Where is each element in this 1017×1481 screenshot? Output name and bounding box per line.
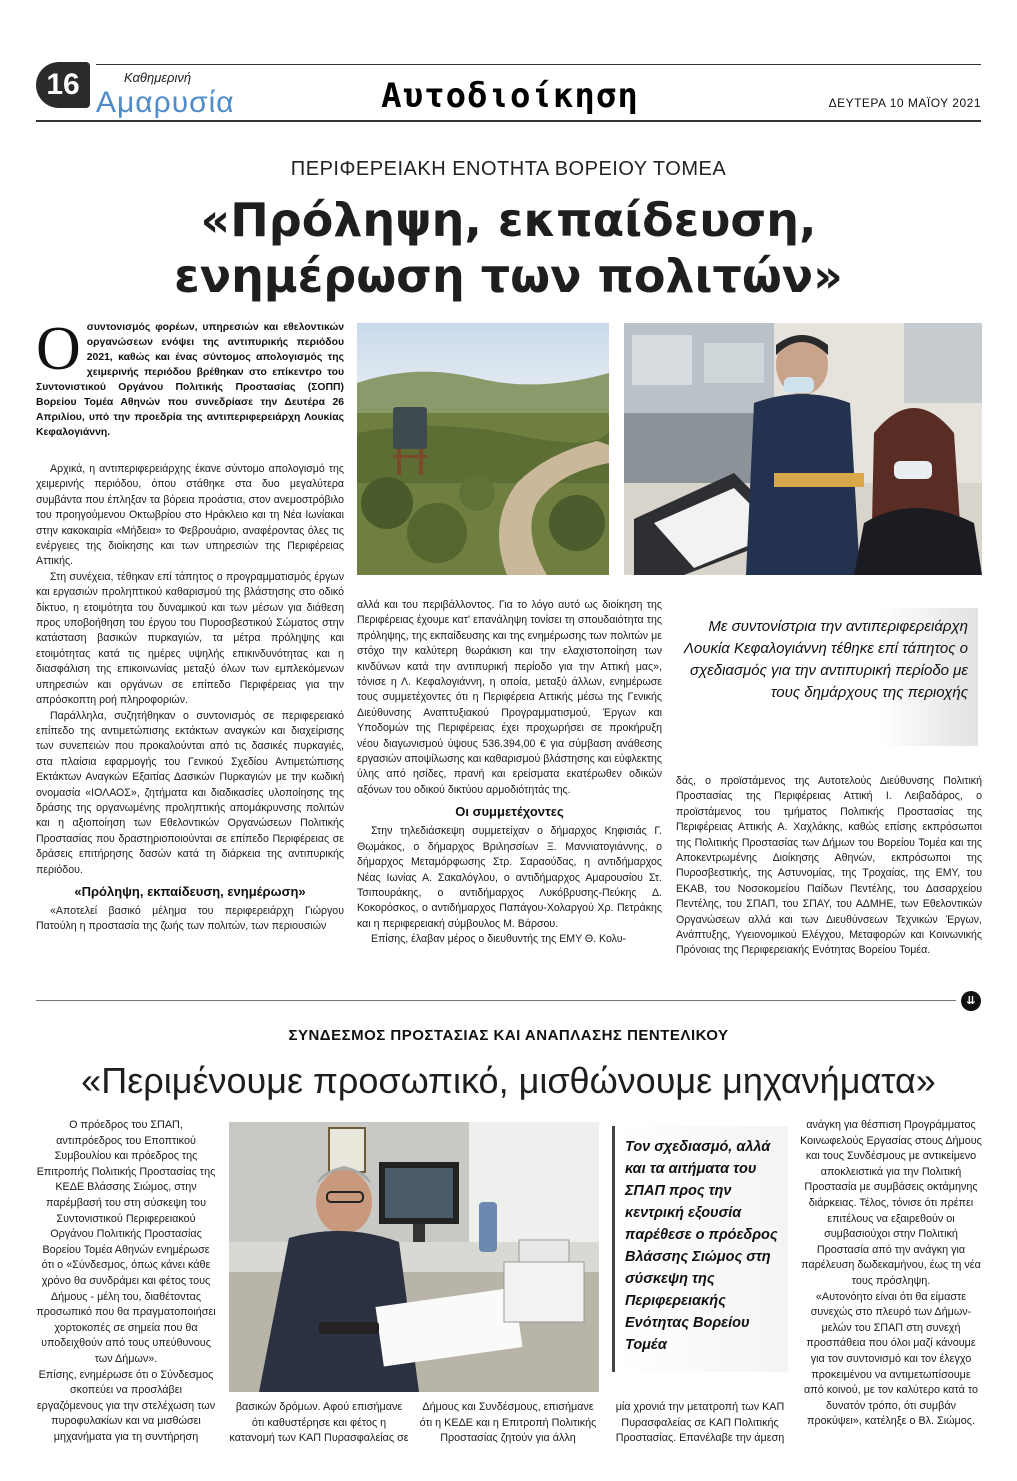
article2-column-2 bbox=[229, 1400, 409, 1447]
article2-photo-caption: Τον σχεδιασμό, αλλά και τα αιτήματα του ΣΠΑΠ προς την κεντρική εξουσία παρέθεσε ο πρόεδρος Βλάσσης Σιώμος στη σύσκεψη της Περιφερειακής Ενότητας Βορείου Τομέα bbox=[612, 1126, 788, 1372]
article1-subhead-1: «Πρόληψη, εκπαίδευση, ενημέρωση» bbox=[74, 883, 306, 899]
article1-column-3 bbox=[676, 774, 982, 959]
paragraph: δάς, ο προϊστάμενος της Αυτοτελούς Διεύθυνσης Πολιτική Προστασίας της Περιφέρειας Αττική Ι. Λειβαδάρος, ο προϊστάμενος του τμήματος Πολιτικής Προστασίας της Περιφέρειας Αττικής Α. Χαχλάκης, καθώς επίσης εκπρόσωποι της Πολιτικής Προστασίας των Δήμων του Βορείου Τομέα και της Αποκεντρωμένης Διοίκησης Αθηνών, εκπρόσωποι της Πυροσβεστικής, της Αστυνομίας, της Τροχαίας, της ΕΜΥ, του ΕΚΑΒ, του Νοσοκομείου Παίδων Πεντέλης, του Δασαρχείου Πεντέλης, του ΣΠΑΠ, του ΣΠΑΥ, του ΑΔΜΗΕ, των Εθελοντικών Οργανώσεων αλλά και των Διευθύνσεων Τεχνικών Έργων, Ανάπτυξης, Υγειονομικού Ελέγχου, Μεταφορών και Κοινωνικής Πρόνοιας της Περιφερειακής Ενότητας Βορείου Τομέα. bbox=[676, 775, 982, 957]
paragraph: βασικών δρόμων. Αφού επισήμανε ότι καθυστέρησε και φέτος η κατανομή των ΚΑΠ Πυρασφαλείας σε bbox=[229, 1401, 409, 1445]
article1-subhead-2: Οι συμμετέχοντες bbox=[455, 804, 564, 820]
paper-tagline: Καθημερινή bbox=[124, 70, 192, 85]
article1-lead bbox=[36, 315, 344, 440]
header-top-rule bbox=[96, 64, 981, 65]
article1-column-2 bbox=[357, 598, 662, 948]
paragraph: Στη συνέχεια, τέθηκαν επί τάπητος ο προγραμματισμός έργων και εργασιών προληπτικού καθαρισμού της βλάστησης στο οδικό δίκτυο, η ετοιμότητα του δυναμικού και των μέσων για διάθεση προς υποβοήθηση του έργου του Πυροσβεστικού Σώματος στην κατάσταση βασικών πυρκαγιών, τα μέτρα πρόληψης και ετοιμότητας κατά τις ημέρες υψηλής επικινδυνότητας και η διασφάλιση της επικοινωνίας μεταξύ όλων των εμπλεκόμενων υπηρεσιών και οργάνων σε επίπεδο Περιφέρειας για την απρόσκοπτη ροή πληροφοριών. bbox=[36, 570, 344, 707]
paragraph: ανάγκη για θέσπιση Προγράμματος Κοινωφελούς Εργασίας στους Δήμους και τους Συνδέσμους με αντικείμενο αποκλειστικά για την Πολιτική Προστασία με συμβάσεις οκτάμηνης διάρκειας. Τέλος, τόνισε ότι πρέπει επιτέλους να εξαιρεθούν οι συμβασιούχοι στην Πολιτική Προστασία από την ανάγκη για παρέλευση δωδεκαμήνου, έως τη νέα τους πρόσληψη. bbox=[800, 1119, 982, 1287]
article1-headline-line2: ενημέρωση των πολιτών» bbox=[174, 249, 843, 303]
issue-date: ΔΕΥΤΕΡΑ 10 ΜΑΪΟΥ 2021 bbox=[828, 96, 981, 110]
article2-kicker: ΣΥΝΔΕΣΜΟΣ ΠΡΟΣΤΑΣΙΑΣ ΚΑΙ ΑΝΑΠΛΑΣΗΣ ΠΕΝΤΕΛΙΚΟΥ bbox=[288, 1027, 729, 1044]
meeting-photo-drawing bbox=[624, 323, 982, 575]
section-title: Αυτοδιοίκηση bbox=[381, 76, 639, 116]
article2-headline: «Περιμένουμε προσωπικό, μισθώνουμε μηχανήματα» bbox=[81, 1060, 936, 1101]
article1-headline-line1: «Πρόληψη, εκπαίδευση, bbox=[200, 193, 817, 247]
paragraph: Παράλληλα, συζητήθηκαν ο συντονισμός σε περιφερειακό επίπεδο της αντιμετώπισης εκτάκτων αναγκών και διαχείρισης των συνεπειών που προκαλούνται από τις δασικές πυρκαγιές, στα πλαίσια εφαρμογής του Γενικού Σχεδίου Αντιμετώπισης Εκτάκτων Αναγκών Εξαιτίας Δασικών Πυρκαγιών με την κωδική ονομασία «ΙΟΛΑΟΣ», ζητήματα και διαδικασίες υλοποίησης της δράσης της οργανωμένης προληπτικής απομάκρυνσης πολιτών και η αξιοποίηση των Εθελοντικών Οργανώσεων Πολιτικής Προστασίας που δραστηριοποιούνται σε επίπεδο Περιφέρειας σε δράσεις επιτήρησης δασών κατά τη διάρκεια της αντιπυρικής περιόδου. bbox=[36, 709, 344, 876]
paragraph: Ο πρόεδρος του ΣΠΑΠ, αντιπρόεδρος του Εποπτικού Συμβουλίου και πρόεδρος της Επιτροπής Πολιτικής Προστασίας της ΚΕΔΕ Βλάσσης Σιώμος, στην παρέμβασή του στη σύσκεψη του Συντονιστικού Περιφερειακού Οργάνου Πολιτικής Προστασίας Βορείου Τομέα Αθηνών ενημέρωσε ότι ο «Σύνδεσμος, όπως κάνει κάθε χρόνο θα συνδράμει και φέτος τους Δήμους - μέλη του, διαθέτοντας προσωπικό που θα πραγματοποιήσει χορτοκοπές σε σημεία που θα υποδειχθούν από τους υπεύθυνους των Δήμων». bbox=[36, 1119, 216, 1365]
photo-president-at-desk bbox=[229, 1122, 599, 1392]
article2-column-4 bbox=[610, 1400, 790, 1447]
chevron-down-icon[interactable]: ⇊ bbox=[961, 991, 981, 1011]
paragraph: Επίσης, έλαβαν μέρος ο διευθυντής της ΕΜΥ Θ. Κολυ- bbox=[371, 933, 627, 946]
paragraph: Αρχικά, η αντιπεριφερειάρχης έκανε σύντομο απολογισμό της χειμερινής περιόδου, όπου στάθηκε στα δυο μεγαλύτερα συμβάντα που έπληξαν τα βόρεια προάστια, στον ανεμοστρόβιλο του προηγούμενου Οκτωβρίου στο Ηράκλειο και τη Νέα Ιωνίακαι στην κακοκαιρία «Μήδεια» το Φεβρουάριο, αναφέροντας όλες τις ενέργειες της διοίκησης και των υπηρεσιών της Περιφέρειας Αττικής. bbox=[36, 463, 344, 568]
paragraph: μία χρονιά την μετατροπή των ΚΑΠ Πυρασφαλείας σε ΚΑΠ Πολιτικής Προστασίας. Επανέλαβε την άμεση bbox=[615, 1401, 785, 1445]
paper-logo[interactable]: Αμαρυσία bbox=[96, 86, 235, 119]
paragraph: αλλά και του περιβάλλοντος. Για το λόγο αυτό ως διοίκηση της Περιφέρειας έχουμε κατ' επανάληψη τονίσει τη σπουδαιότητα της πρόληψης, της εκπαίδευσης και της ενημέρωσης των πολιτών με στόχο την καλύτερη θωράκιση και την ελαχιστοποίηση των κινδύνων κατά την αντιπυρική περίοδο για την Αττική μας», τόνισε η Λ. Κεφαλογιάννη, η οποία, μεταξύ άλλων, ενημέρωσε τους συμμετέχοντες ότι η Περιφέρεια Αττικής μέσω της Γενικής Διεύθυνσης Αναπτυξιακού Προγραμματισμού, Έργων και Υποδομών της Περιφέρειας έχει προχωρήσει σε προκήρυξη νέου διαγωνισμού ύψους 536.394,00 € για σύμβαση ανάθεσης εργασιών αποψίλωσης και καθαρισμού βλάστησης και εύφλεκτης ύλης από ησίδες, πρανή και ερείσματα εκατέρωθεν οδικών αξόνων του οδικού δικτύου αρμοδιότητάς της. bbox=[357, 599, 662, 796]
article1-headline bbox=[0, 192, 1017, 304]
paragraph: «Αυτονόητο είναι ότι θα είμαστε συνεχώς στο πλευρό των Δήμων-μελών του ΣΠΑΠ στη συνεχή προσπάθεια που όλοι μαζί κάνουμε για τον συντονισμό και τον έλεγχο προκειμένου να αντιμετωπίσουμε από κοινού, με τον καλύτερο κατά το δυνατόν τρόπο, ότι συμβάν προκύψει», κατέληξε ο Βλ. Σιώμος. bbox=[804, 1290, 978, 1428]
article1-photo-caption: Με συντονίστρια την αντιπεριφερειάρχη Λουκία Κεφαλογιάννη τέθηκε επί τάπητος ο σχεδιασμός για την αντιπυρική περίοδο με τους δημάρχους της περιοχής bbox=[668, 608, 978, 746]
landscape-photo-drawing bbox=[357, 323, 609, 575]
photo-meeting-laptop bbox=[624, 323, 982, 575]
page-number-badge: 16 bbox=[36, 62, 90, 108]
photo-landscape-water-tank bbox=[357, 323, 609, 575]
lead-text: συντονισμός φορέων, υπηρεσιών και εθελοντικών οργανώσεων ενόψει της αντιπυρικής περιόδου 2021, καθώς και ένας σύντομος απολογισμός της χειμερινής περιόδου βρέθηκαν στο επίκεντρο του Συντονιστικού Οργάνου Πολιτικής Προστασίας (ΣΟΠΠ) Βορείου Τομέα Αθηνών που συνεδρίασε την Δευτέρα 26 Απριλίου, υπό την προεδρία της αντιπεριφερειάρχη Λουκίας Κεφαλογιάννη. bbox=[36, 322, 344, 438]
dropcap: Ο bbox=[36, 315, 81, 383]
article1-column-1 bbox=[36, 462, 344, 935]
article1-kicker: ΠΕΡΙΦΕΡΕΙΑΚΗ ΕΝΟΤΗΤΑ ΒΟΡΕΙΟΥ ΤΟΜΕΑ bbox=[290, 158, 727, 180]
paragraph: «Αποτελεί βασικό μέλημα του περιφερειάρχη Γιώργου Πατούλη η προστασία της ζωής των πολιτών, των περιουσιών bbox=[36, 904, 344, 933]
header-rule bbox=[36, 120, 981, 122]
article-divider bbox=[36, 1000, 956, 1001]
article2-column-3 bbox=[418, 1400, 598, 1447]
article2-column-1 bbox=[36, 1118, 216, 1445]
desk-photo-drawing bbox=[229, 1122, 599, 1392]
paragraph: Δήμους και Συνδέσμους, επισήμανε ότι η ΚΕΔΕ και η Επιτροπή Πολιτικής Προστασίας ζητούν για άλλη bbox=[419, 1401, 597, 1445]
paragraph: Στην τηλεδιάσκεψη συμμετείχαν ο δήμαρχος Κηφισιάς Γ. Θωμάκος, ο δήμαρχος Βριλησσίων Ξ. Μαννιατογιάννης, ο δήμαρχος Μεταμόρφωσης Στρ. Σαραούδας, η αντιδήμαρχος Νέας Ιωνίας Α. Σακαλόγλου, ο αντιδήμαρχος Αμαρουσίου Στ. Τσιπουράκης, ο αντιδήμαρχος Λυκόβρυσης-Πεύκης Δ. Κοκορόσκος, ο αντιδήμαρχος Παπάγου-Χολαργού Χρ. Πετράκης και η περιφερειακή σύμβουλος Μ. Βάρσου. bbox=[357, 825, 662, 930]
article2-column-5 bbox=[800, 1118, 982, 1430]
paragraph: Επίσης, ενημέρωσε ότι ο Σύνδεσμος σκοπεύει να προσλάβει εργαζόμενους για την στελέχωση των πυροφυλακίων και να μισθώσει μηχανήματα για τη συντήρηση bbox=[36, 1368, 216, 1443]
